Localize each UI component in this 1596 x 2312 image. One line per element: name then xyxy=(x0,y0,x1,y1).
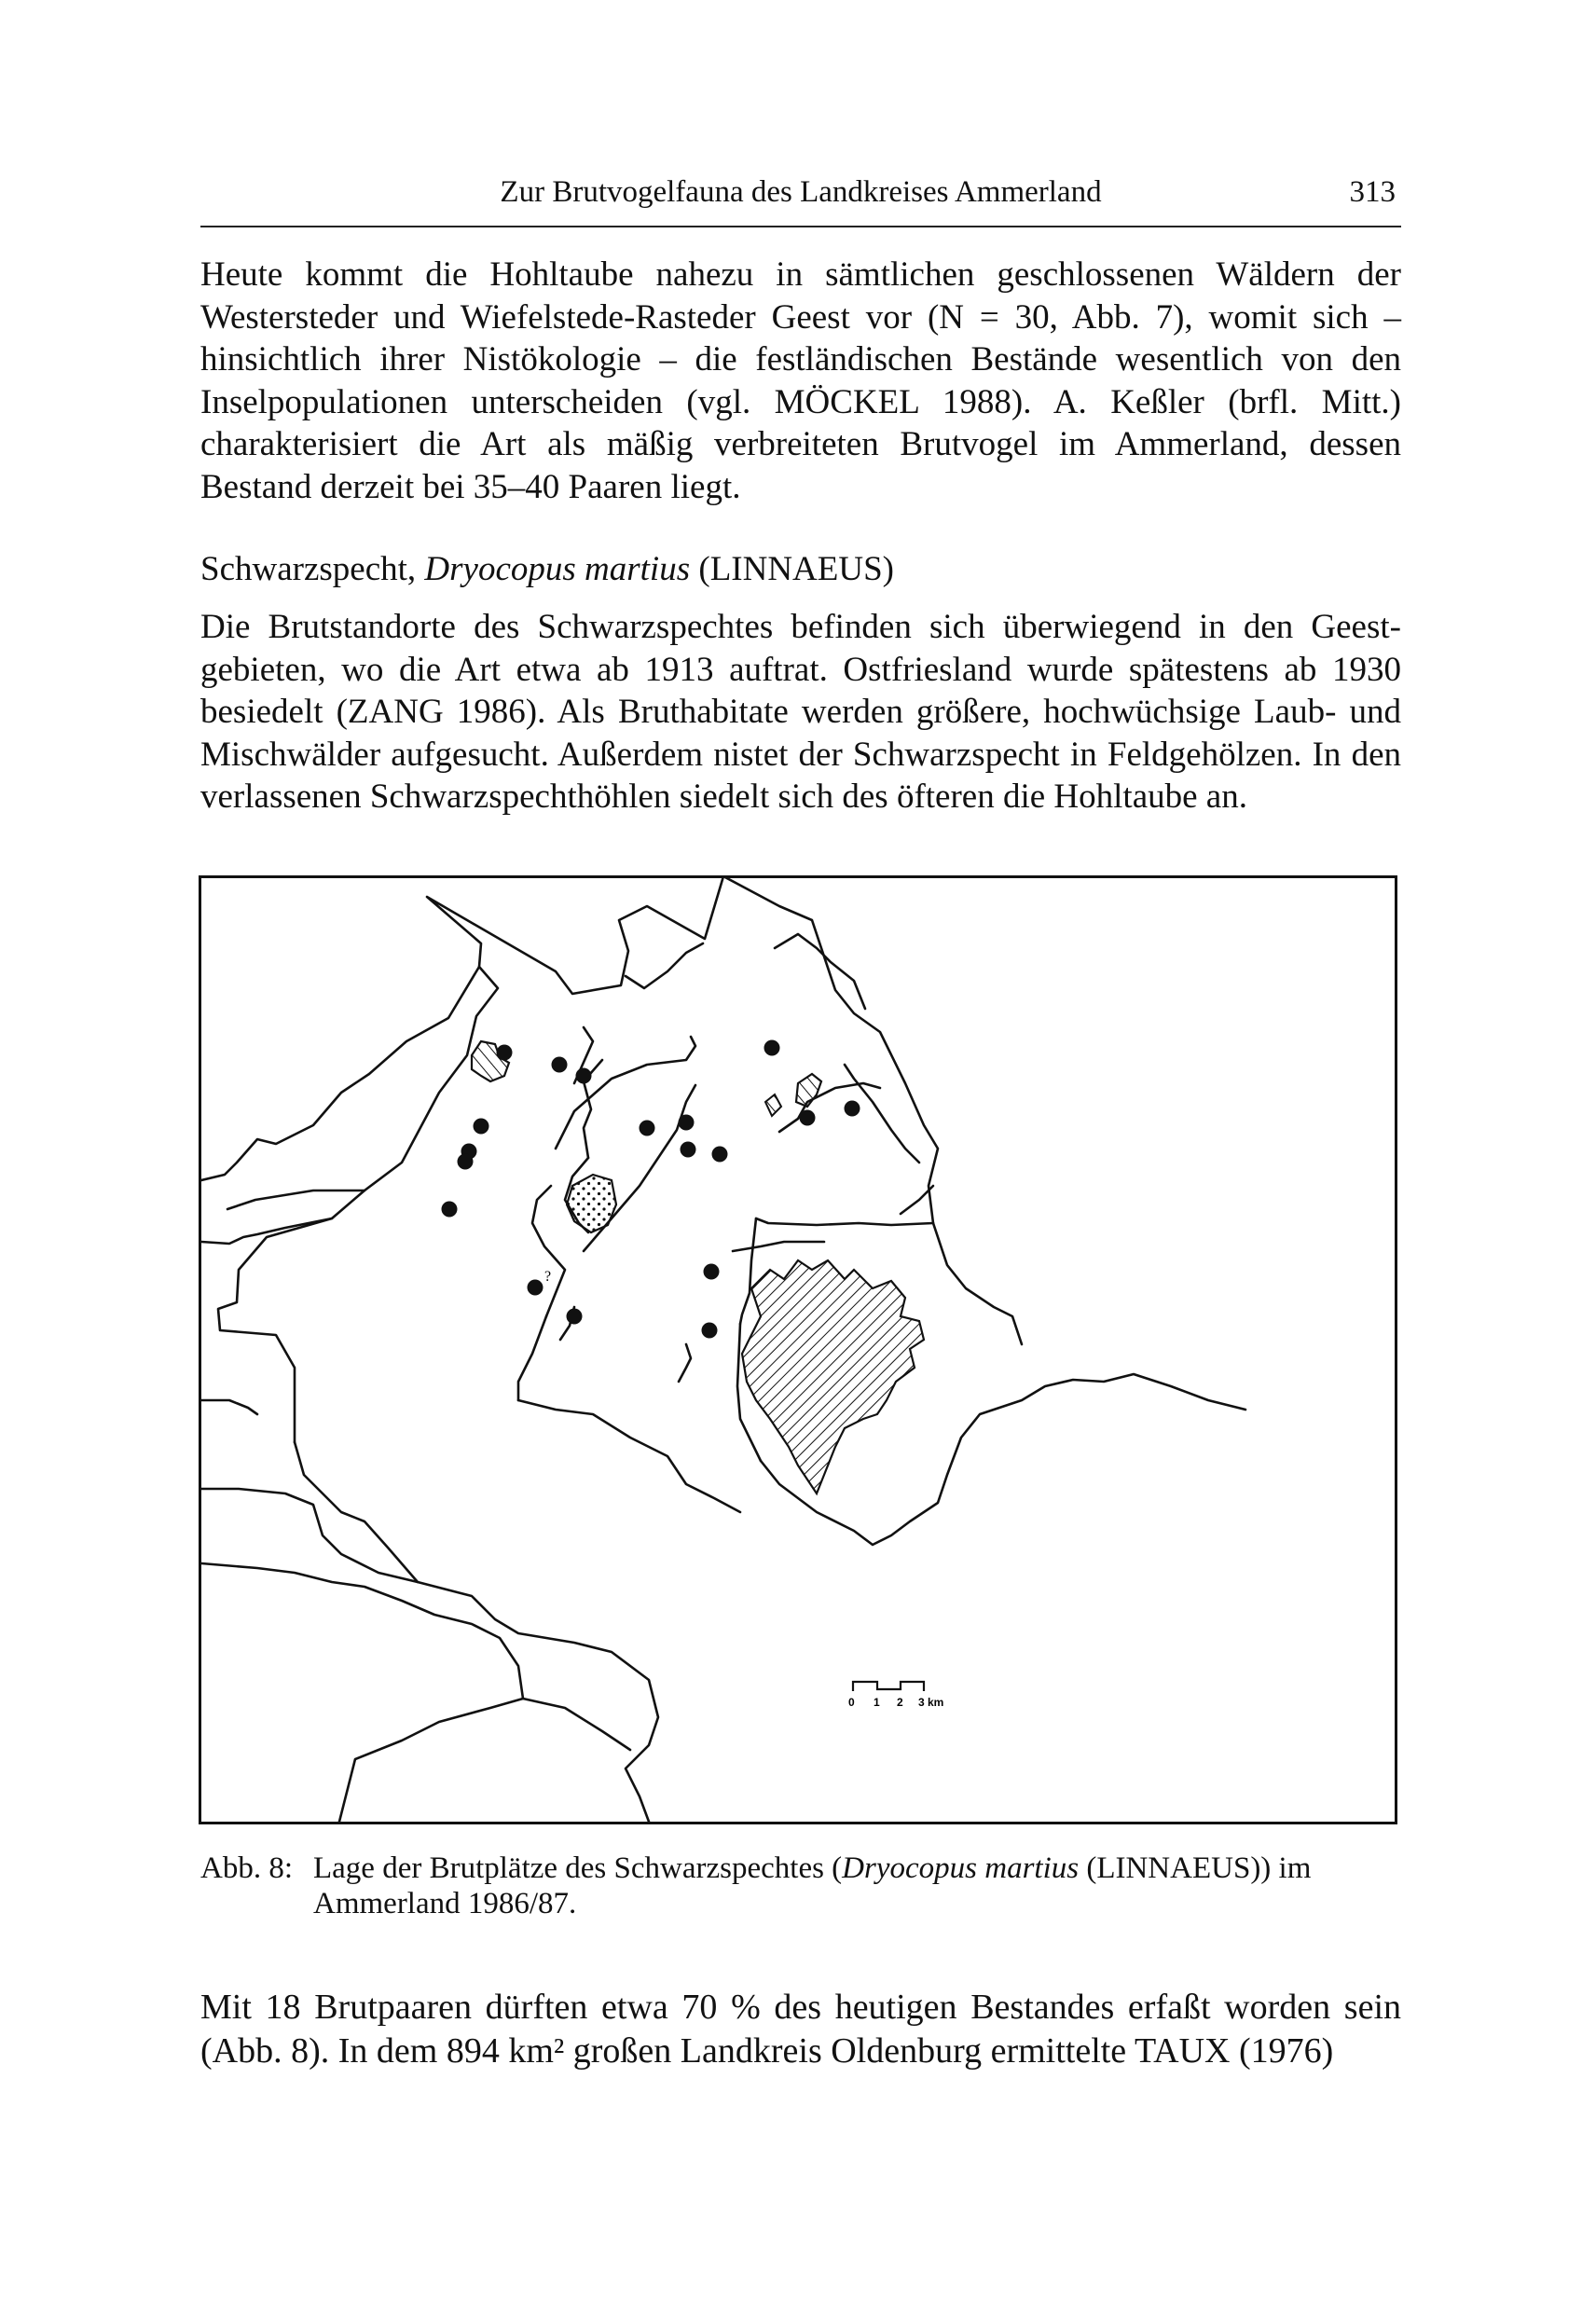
scale-label-2: 2 xyxy=(897,1696,903,1709)
breeding-site xyxy=(845,1101,860,1117)
caption-text xyxy=(313,1851,1401,1921)
district-boundary-east xyxy=(723,878,938,1223)
heading-author: (LINNAEUS) xyxy=(698,550,894,588)
running-title: Zur Brutvogelfauna des Landkreises Ammerland xyxy=(500,175,1102,209)
district-boundary-south xyxy=(295,1442,658,1822)
breeding-site xyxy=(474,1119,489,1135)
scale-bar xyxy=(853,1682,924,1691)
section-heading xyxy=(200,548,1401,591)
breeding-site xyxy=(681,1142,696,1158)
caption-text-after: (LINNAEUS)) im Ammerland 1986/87. xyxy=(313,1851,1312,1920)
breeding-site xyxy=(764,1040,780,1056)
breeding-site xyxy=(679,1115,695,1131)
map-svg xyxy=(201,878,1395,1822)
breeding-site xyxy=(800,1110,816,1126)
breeding-site xyxy=(458,1154,474,1170)
breeding-site xyxy=(704,1264,720,1280)
breeding-site xyxy=(576,1068,592,1084)
header-rule xyxy=(200,226,1401,227)
uncertain-site-mark: ? xyxy=(544,1269,552,1285)
scale-label-1: 1 xyxy=(874,1696,880,1709)
breeding-site xyxy=(497,1045,513,1061)
paragraph-schwarzspecht: Die Brutstandorte des Schwarzspechtes befinden sich überwiegend in den Geestgebieten, wo die Art etwa ab 1913 auftrat. Ostfriesland wurde spätestens ab 1930 besiedelt (ZANG 1986). Als Bruthabitate werden größere, hochwüchsige Laub- und Mischwälder aufgesucht. Außerdem nistet der Schwarzspecht in Feldgehölzen. In den verlassenen Schwarzspechthöhlen siedelt sich des öfteren die Hohltaube an. xyxy=(200,608,1401,816)
scale-label-0: 0 xyxy=(848,1696,855,1709)
caption-text-before: Lage der Brutplätze des Schwarzspechtes ( xyxy=(313,1851,843,1885)
breeding-site xyxy=(567,1309,583,1325)
page-number: 313 xyxy=(1349,175,1396,209)
breeding-site xyxy=(712,1147,728,1163)
heading-common-name: Schwarzspecht, xyxy=(200,550,417,588)
caption-label: Abb. 8: xyxy=(200,1851,293,1885)
town-hatched-east-small xyxy=(765,1094,781,1116)
paragraph-brutpaare: Mit 18 Brutpaaren dürften etwa 70 % des heutigen Bestandes erfaßt worden sein (Abb. 8). In dem 894 km² großen Landkreis Oldenburg ermittelte TAUX (1976) xyxy=(200,1988,1401,2071)
breeding-site xyxy=(552,1057,568,1073)
running-header xyxy=(200,164,1401,220)
breeding-site xyxy=(640,1121,655,1136)
map-figure xyxy=(199,875,1397,1824)
town-hatched-east xyxy=(796,1074,821,1107)
breeding-site xyxy=(528,1280,543,1296)
breeding-site xyxy=(702,1323,718,1339)
caption-italic: Dryocopus martius xyxy=(842,1851,1080,1885)
scale-label-3: 3 km xyxy=(918,1696,944,1709)
heading-scientific-name: Dryocopus martius xyxy=(424,550,691,588)
town-hatched-large xyxy=(742,1260,924,1493)
dotted-area xyxy=(567,1175,616,1232)
paragraph-hohltaube: Heute kommt die Hohltaube nahezu in sämtlichen geschlossenen Wäldern der Westersteder und Wiefelstede-Rasteder Geest vor (N = 30, Abb. 7), womit sich – hinsichtlich ihrer Nistökologie – die festländischen Bestände wesentlich von den Inselpopulationen unterscheiden (vgl. MÖCKEL 1988). A. Keßler (brfl. Mitt.) charakterisiert die Art als mäßig verbreiteten Brutvogel im Ammerland, dessen Bestand derzeit bei 35–40 Paaren liegt. xyxy=(200,255,1401,506)
breeding-site xyxy=(442,1202,458,1218)
